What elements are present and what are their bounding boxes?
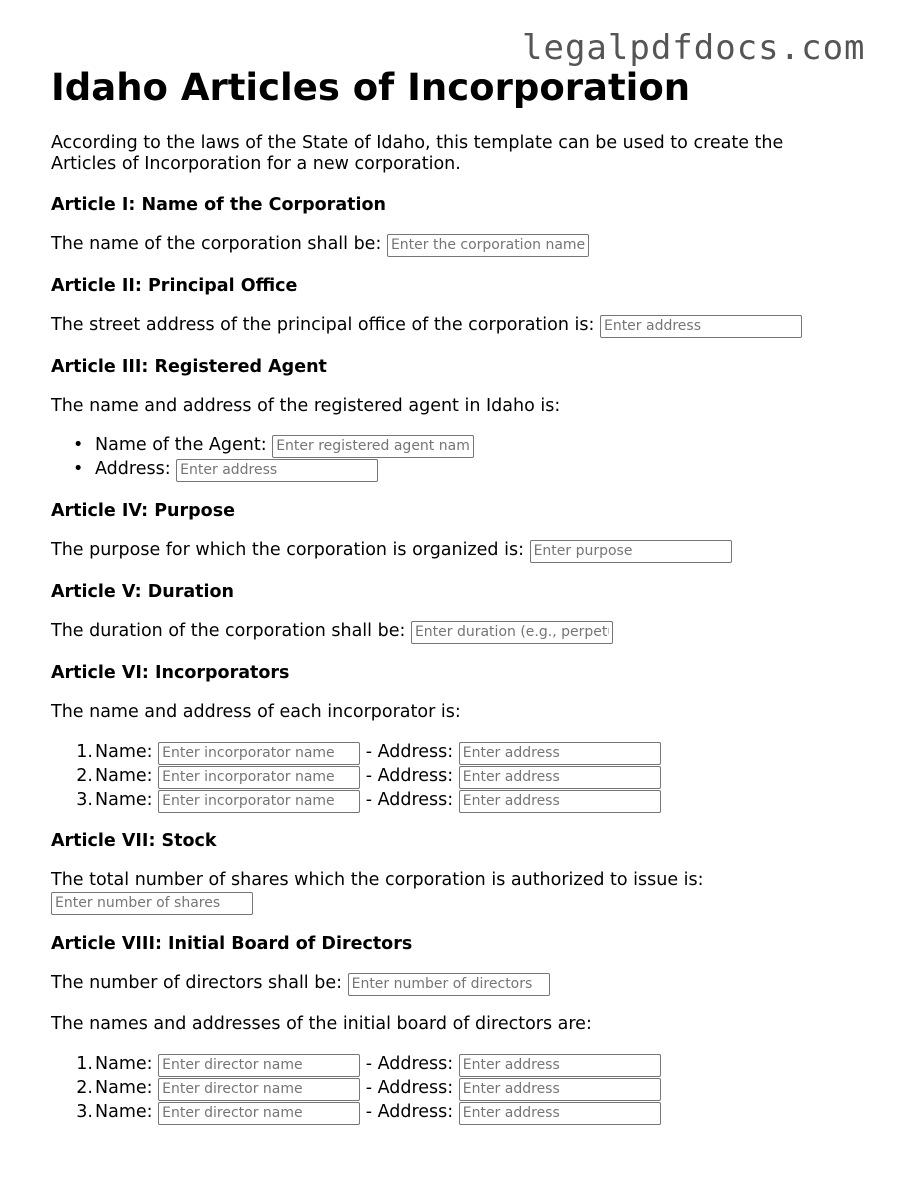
address-label: - Address:: [365, 766, 454, 786]
row-number: 2.: [76, 766, 93, 786]
address-label: - Address:: [365, 1102, 454, 1122]
number-of-directors-input[interactable]: [348, 973, 550, 996]
address-label: - Address:: [365, 790, 454, 810]
purpose-input[interactable]: [530, 540, 732, 563]
article-1-text: The name of the corporation shall be:: [51, 234, 382, 254]
name-label: Name:: [95, 766, 153, 786]
address-label: - Address:: [365, 1054, 454, 1074]
director-name-input[interactable]: [158, 1078, 360, 1101]
incorporator-row: [51, 789, 661, 813]
article-4-heading: Article IV: Purpose: [51, 501, 235, 521]
article-1-line: [51, 233, 589, 257]
list-item: [51, 434, 474, 458]
bullet-marker: •: [73, 435, 84, 455]
row-number: 1.: [76, 742, 93, 762]
article-6-text: The name and address of each incorporator is:: [51, 702, 461, 722]
article-8-list-text: The names and addresses of the initial board of directors are:: [51, 1014, 592, 1034]
row-number: 1.: [76, 1054, 93, 1074]
agent-address-label: Address:: [95, 459, 171, 479]
article-7-text: The total number of shares which the corporation is authorized to issue is:: [51, 870, 704, 890]
director-row: [51, 1053, 661, 1077]
article-4-text: The purpose for which the corporation is organized is:: [51, 540, 524, 560]
article-3-text: The name and address of the registered agent in Idaho is:: [51, 396, 561, 416]
bullet-marker: •: [73, 459, 84, 479]
corporation-name-input[interactable]: [387, 234, 589, 257]
article-5-line: [51, 620, 613, 644]
article-2-text: The street address of the principal office of the corporation is:: [51, 315, 595, 335]
name-label: Name:: [95, 1078, 153, 1098]
number-of-shares-input[interactable]: [51, 892, 253, 915]
list-item: [51, 458, 474, 482]
article-3-heading: Article III: Registered Agent: [51, 357, 327, 377]
director-name-input[interactable]: [158, 1054, 360, 1077]
intro-paragraph: According to the laws of the State of Idaho, this template can be used to create the Articles of Incorporation for a new corporation.: [51, 133, 784, 174]
address-label: - Address:: [365, 742, 454, 762]
row-number: 2.: [76, 1078, 93, 1098]
article-6-heading: Article VI: Incorporators: [51, 663, 290, 683]
name-label: Name:: [95, 790, 153, 810]
directors-list: [51, 1053, 661, 1125]
director-address-input[interactable]: [459, 1078, 661, 1101]
article-4-line: [51, 539, 732, 563]
name-label: Name:: [95, 742, 153, 762]
incorporator-address-input[interactable]: [459, 766, 661, 789]
article-5-heading: Article V: Duration: [51, 582, 234, 602]
director-row: [51, 1101, 661, 1125]
row-number: 3.: [76, 1102, 93, 1122]
article-7-field-line: [51, 891, 253, 915]
incorporator-row: [51, 741, 661, 765]
director-address-input[interactable]: [459, 1054, 661, 1077]
page-title: Idaho Articles of Incorporation: [51, 66, 691, 109]
incorporator-name-input[interactable]: [158, 742, 360, 765]
address-label: - Address:: [365, 1078, 454, 1098]
incorporator-address-input[interactable]: [459, 742, 661, 765]
article-8-count-line: [51, 972, 550, 996]
incorporator-name-input[interactable]: [158, 790, 360, 813]
agent-name-label: Name of the Agent:: [95, 435, 267, 455]
article-2-line: [51, 314, 802, 338]
row-number: 3.: [76, 790, 93, 810]
article-5-text: The duration of the corporation shall be:: [51, 621, 406, 641]
director-name-input[interactable]: [158, 1102, 360, 1125]
incorporators-list: [51, 741, 661, 813]
principal-office-address-input[interactable]: [600, 315, 802, 338]
registered-agent-list: [51, 434, 474, 482]
article-2-heading: Article II: Principal Office: [51, 276, 298, 296]
name-label: Name:: [95, 1054, 153, 1074]
name-label: Name:: [95, 1102, 153, 1122]
incorporator-row: [51, 765, 661, 789]
duration-input[interactable]: [411, 621, 613, 644]
incorporator-name-input[interactable]: [158, 766, 360, 789]
article-1-heading: Article I: Name of the Corporation: [51, 195, 386, 215]
registered-agent-address-input[interactable]: [176, 459, 378, 482]
director-row: [51, 1077, 661, 1101]
article-7-heading: Article VII: Stock: [51, 831, 217, 851]
registered-agent-name-input[interactable]: [272, 435, 474, 458]
watermark: legalpdfdocs.com: [522, 28, 866, 68]
director-count-text: The number of directors shall be:: [51, 973, 343, 993]
article-8-heading: Article VIII: Initial Board of Directors: [51, 934, 413, 954]
director-address-input[interactable]: [459, 1102, 661, 1125]
incorporator-address-input[interactable]: [459, 790, 661, 813]
